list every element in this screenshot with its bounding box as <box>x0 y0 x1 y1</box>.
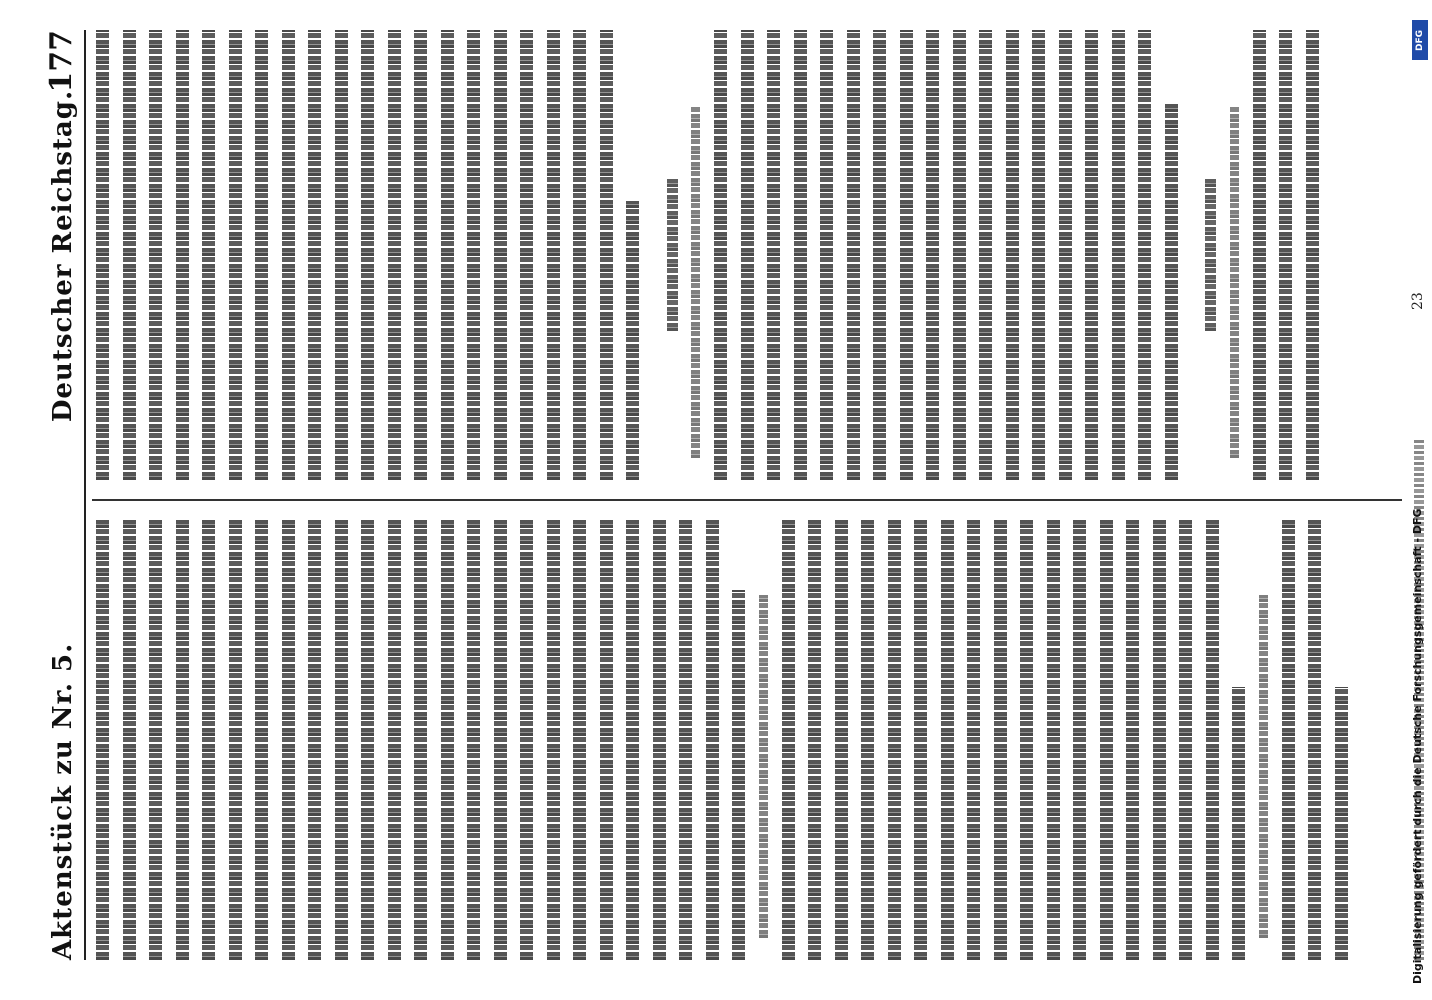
text-line <box>873 30 886 480</box>
text-line <box>388 520 401 960</box>
text-line <box>176 520 189 960</box>
text-line <box>1279 30 1292 480</box>
text-line <box>308 520 321 960</box>
text-line <box>1006 30 1019 480</box>
text-line <box>255 520 268 960</box>
side-note <box>691 107 700 458</box>
text-line <box>847 30 860 480</box>
text-line <box>1308 520 1321 960</box>
text-line <box>626 520 639 960</box>
text-line <box>414 30 427 480</box>
text-line <box>888 520 901 960</box>
text-line <box>388 30 401 480</box>
text-line <box>1085 30 1098 480</box>
text-line <box>794 30 807 480</box>
section-heading <box>1205 179 1216 332</box>
text-line <box>782 520 795 960</box>
side-note <box>1230 107 1239 458</box>
text-line <box>714 30 727 480</box>
text-line <box>573 30 586 480</box>
page-number: 177 <box>44 30 79 93</box>
text-line <box>1059 30 1072 480</box>
page-header <box>44 30 86 960</box>
text-line <box>679 520 692 960</box>
text-line <box>900 30 913 480</box>
text-line <box>941 520 954 960</box>
text-line <box>573 520 586 960</box>
text-line <box>282 30 295 480</box>
text-line <box>1073 520 1086 960</box>
text-line <box>335 520 348 960</box>
section-heading <box>667 179 678 332</box>
side-note <box>759 595 768 938</box>
text-line <box>308 30 321 480</box>
text-line <box>467 30 480 480</box>
text-line <box>835 520 848 960</box>
text-line <box>1112 30 1125 480</box>
text-line <box>953 30 966 480</box>
text-line <box>361 520 374 960</box>
text-line <box>1138 30 1151 480</box>
text-column-right <box>96 30 1332 480</box>
text-line <box>1126 520 1139 960</box>
column-divider <box>92 500 1402 502</box>
text-line <box>767 30 780 480</box>
text-line <box>494 520 507 960</box>
text-line <box>914 520 927 960</box>
text-line <box>547 520 560 960</box>
text-line <box>808 520 821 960</box>
text-line <box>229 30 242 480</box>
text-line <box>229 520 242 960</box>
text-line <box>1165 102 1178 480</box>
digitization-credit <box>1405 24 1431 984</box>
text-line <box>1179 520 1192 960</box>
text-line <box>361 30 374 480</box>
text-line <box>1232 687 1245 960</box>
text-line <box>520 30 533 480</box>
text-line <box>441 30 454 480</box>
text-line <box>626 201 639 480</box>
text-line <box>741 30 754 480</box>
text-line <box>1282 520 1295 960</box>
text-line <box>202 30 215 480</box>
text-line <box>653 520 666 960</box>
text-line <box>123 30 136 480</box>
text-line <box>547 30 560 480</box>
text-line <box>861 520 874 960</box>
text-line <box>96 520 109 960</box>
text-line <box>967 520 980 960</box>
text-line <box>1100 520 1113 960</box>
text-line <box>732 590 745 960</box>
text-line <box>96 30 109 480</box>
text-line <box>1047 520 1060 960</box>
text-line <box>1020 520 1033 960</box>
text-line <box>1206 520 1219 960</box>
text-line <box>494 30 507 480</box>
text-line <box>1032 30 1045 480</box>
text-line <box>994 520 1007 960</box>
text-line <box>706 520 719 960</box>
text-line <box>414 520 427 960</box>
text-line <box>600 30 613 480</box>
text-line <box>1153 520 1166 960</box>
dfg-logo: DFG <box>1412 20 1428 60</box>
side-note <box>1259 595 1268 938</box>
text-line <box>176 30 189 480</box>
text-line <box>202 520 215 960</box>
text-line <box>1253 30 1266 480</box>
text-line <box>441 520 454 960</box>
text-line <box>467 520 480 960</box>
header-right-title: Deutscher Reichstag. <box>48 90 78 423</box>
text-line <box>1335 687 1348 960</box>
text-line <box>979 30 992 480</box>
text-line <box>820 30 833 480</box>
credit-text: Digitalisierung gefördert durch die Deutsche Forschungsgemeinschaft - DFG <box>1411 508 1424 984</box>
footer-number: 23 <box>1410 292 1426 310</box>
text-line <box>520 520 533 960</box>
text-line <box>282 520 295 960</box>
text-line <box>335 30 348 480</box>
text-line <box>926 30 939 480</box>
text-line <box>1306 30 1319 480</box>
header-left-title: Aktenstück zu Nr. 5. <box>48 642 78 960</box>
text-column-left <box>96 520 1361 960</box>
text-line <box>123 520 136 960</box>
text-line <box>255 30 268 480</box>
text-line <box>600 520 613 960</box>
text-line <box>149 520 162 960</box>
text-line <box>149 30 162 480</box>
